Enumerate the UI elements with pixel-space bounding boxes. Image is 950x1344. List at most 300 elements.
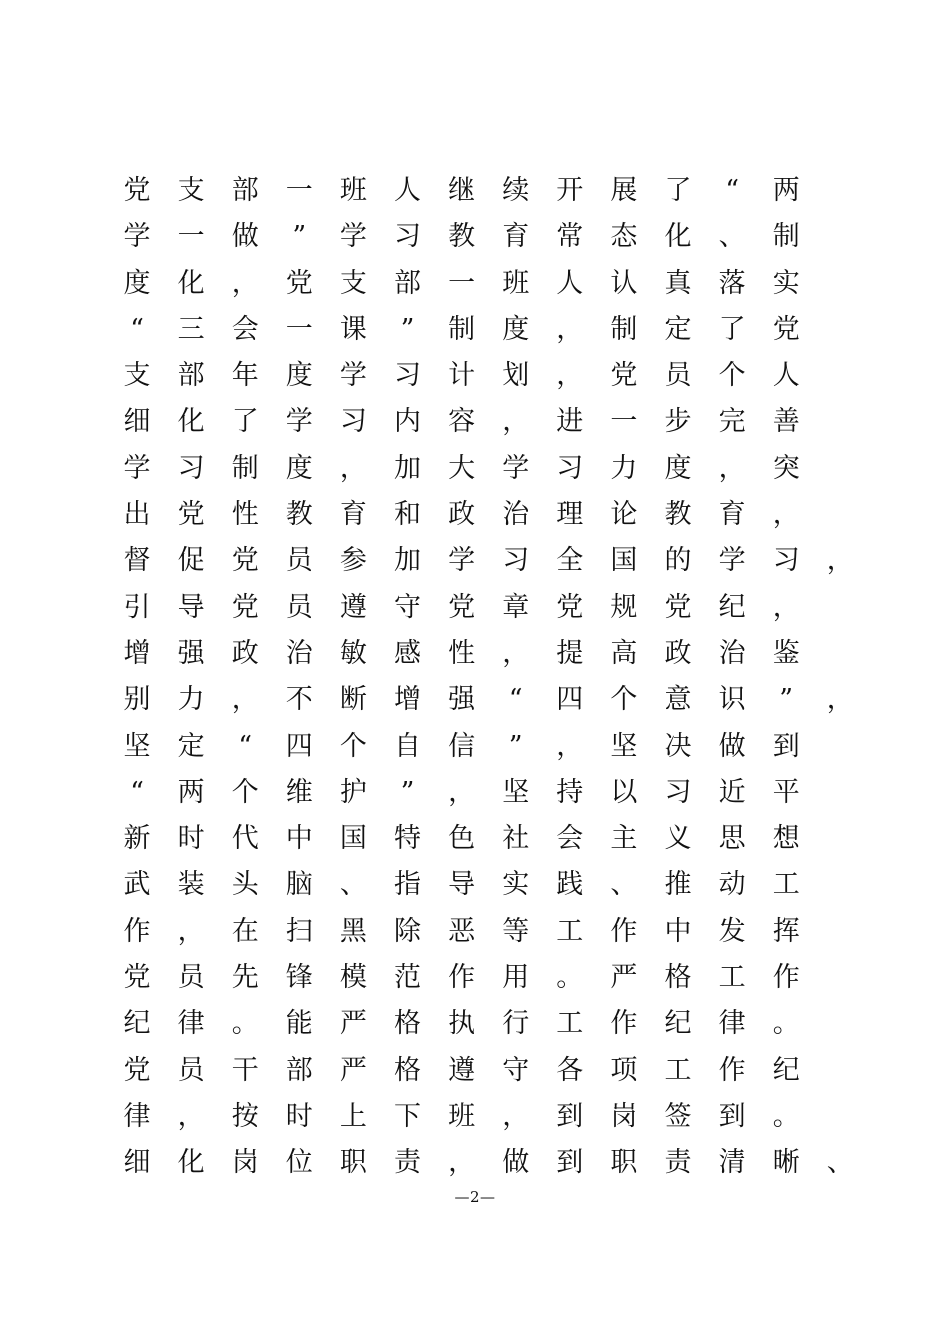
text-char: 班 [448, 1100, 476, 1132]
text-char: 责 [394, 1147, 421, 1179]
text-line [122, 862, 862, 908]
text-char: 能 [285, 1008, 313, 1040]
text-char: 国 [339, 823, 367, 855]
text-char: 做 [718, 730, 746, 762]
text-char: 加 [394, 545, 421, 577]
text-char: 容 [448, 406, 476, 438]
text-char: 党 [231, 545, 259, 577]
text-char: 习 [556, 452, 584, 484]
text-char: 度 [664, 452, 692, 484]
text-char: 先 [231, 962, 259, 994]
text-char: 大 [448, 452, 476, 484]
text-char: 善 [772, 406, 800, 438]
text-char: 感 [394, 637, 421, 669]
text-char: 性 [231, 499, 259, 531]
text-char: 制 [772, 221, 800, 253]
text-char: 格 [664, 962, 692, 994]
text-char: 作 [610, 1008, 638, 1040]
text-char: 化 [177, 406, 205, 438]
text-line [122, 770, 862, 816]
text-char: 治 [718, 637, 746, 669]
text-char: 政 [231, 637, 259, 669]
text-char: 两 [772, 175, 800, 206]
text-char: 严 [610, 962, 638, 994]
text-char: 、 [339, 869, 367, 901]
text-char: 锋 [285, 962, 313, 994]
text-char: 指 [394, 869, 421, 901]
text-line [122, 677, 862, 723]
text-char: 班 [502, 267, 530, 299]
text-char: ” [400, 313, 415, 345]
text-char: 动 [718, 869, 746, 901]
text-char: 人 [556, 267, 584, 299]
text-char: 扫 [285, 915, 313, 947]
text-char: 一 [448, 267, 476, 299]
text-char: 守 [394, 591, 421, 623]
text-char: 工 [664, 1054, 692, 1086]
text-char: 和 [394, 499, 421, 531]
text-char: 真 [664, 267, 692, 299]
text-char: 实 [502, 869, 530, 901]
text-line [122, 816, 862, 862]
text-char: 时 [177, 823, 205, 855]
text-char: 中 [664, 915, 692, 947]
text-char: 定 [177, 730, 205, 762]
text-char: 信 [448, 730, 476, 762]
text-char: 决 [664, 730, 692, 762]
text-line [122, 1001, 862, 1047]
text-char: 步 [664, 406, 692, 438]
text-char: 一 [285, 175, 313, 206]
text-char: 突 [772, 452, 800, 484]
text-char: ， [448, 776, 476, 808]
page-number: —2— [454, 1188, 496, 1206]
text-char: 导 [177, 591, 205, 623]
text-char: 做 [231, 221, 259, 253]
text-char: 员 [664, 360, 692, 392]
text-char: 工 [772, 869, 800, 901]
text-line [122, 538, 862, 584]
text-line [122, 1094, 862, 1140]
text-char: 模 [339, 962, 367, 994]
text-char: 坚 [610, 730, 638, 762]
text-char: 律 [177, 1008, 205, 1040]
text-char: 律 [123, 1100, 151, 1132]
text-char: 继 [448, 175, 476, 206]
text-char: 度 [285, 452, 313, 484]
text-char: 晰 [772, 1147, 800, 1179]
text-char: 两 [177, 776, 205, 808]
text-char: 中 [285, 823, 313, 855]
text-char: 护 [339, 776, 367, 808]
text-char: 敏 [339, 637, 367, 669]
text-char: 督 [123, 545, 151, 577]
text-char: 坚 [123, 730, 151, 762]
text-char: 参 [339, 545, 367, 577]
text-line [122, 724, 862, 770]
text-char: 以 [610, 776, 638, 808]
text-char: 遵 [339, 591, 367, 623]
text-char: 四 [285, 730, 313, 762]
text-char: 干 [231, 1054, 259, 1086]
text-char: 促 [177, 545, 205, 577]
text-char: 习 [394, 360, 421, 392]
text-char: 三 [177, 313, 205, 345]
text-char: 特 [394, 823, 421, 855]
text-char: 。 [231, 1008, 259, 1040]
text-char: 员 [285, 545, 313, 577]
text-char: 断 [339, 684, 367, 716]
text-char: 内 [394, 406, 421, 438]
text-char: 教 [448, 221, 476, 253]
text-char: 习 [339, 406, 367, 438]
text-char: 用 [502, 962, 530, 994]
text-char: 责 [664, 1147, 692, 1179]
text-char: 严 [339, 1054, 367, 1086]
text-char: 、 [610, 869, 638, 901]
text-char: 识 [718, 684, 746, 716]
text-char: 纪 [772, 1054, 800, 1086]
text-char: 。 [556, 962, 584, 994]
text-char: 化 [664, 221, 692, 253]
text-char: 党 [610, 360, 638, 392]
text-char: 增 [394, 684, 421, 716]
text-char: ， [502, 637, 530, 669]
text-line [122, 955, 862, 1001]
text-char: 理 [556, 499, 584, 531]
text-char: 发 [718, 915, 746, 947]
text-char: 坚 [502, 776, 530, 808]
text-char: 性 [448, 637, 476, 669]
text-char: 作 [772, 962, 800, 994]
text-char: 个 [231, 776, 259, 808]
text-char: 思 [718, 823, 746, 855]
text-char: 导 [448, 869, 476, 901]
text-char: 下 [394, 1100, 421, 1132]
text-char: ， [772, 499, 800, 531]
text-char: 续 [502, 175, 530, 206]
text-char: 政 [448, 499, 476, 531]
text-char: 签 [664, 1100, 692, 1132]
text-char: 守 [502, 1054, 530, 1086]
text-char: 了 [718, 313, 746, 345]
text-char: 代 [231, 823, 259, 855]
text-char: 平 [772, 776, 800, 808]
text-char: 学 [123, 452, 151, 484]
text-char: 做 [502, 1147, 530, 1179]
text-char: 严 [339, 1008, 367, 1040]
text-char: ， [718, 452, 746, 484]
text-char: 意 [664, 684, 692, 716]
text-char: 人 [772, 360, 800, 392]
text-char: 力 [177, 684, 205, 716]
text-char: 工 [556, 1008, 584, 1040]
text-char: 岗 [610, 1100, 638, 1132]
text-char: 学 [718, 545, 746, 577]
text-char: 个 [718, 360, 746, 392]
text-char: 员 [285, 591, 313, 623]
text-char: 上 [339, 1100, 367, 1132]
text-char: 划 [502, 360, 530, 392]
text-char: ， [826, 684, 854, 716]
text-line [122, 1048, 862, 1094]
text-char: 、 [826, 1147, 854, 1179]
text-char: “ [508, 684, 523, 716]
text-char: 党 [772, 313, 800, 345]
text-char: 工 [718, 962, 746, 994]
text-char: 时 [285, 1100, 313, 1132]
text-char: 四 [556, 684, 584, 716]
text-char: 学 [502, 452, 530, 484]
text-char: 一 [610, 406, 638, 438]
text-char: 治 [285, 637, 313, 669]
text-char: 计 [448, 360, 476, 392]
text-char: 在 [231, 915, 259, 947]
text-char: 育 [339, 499, 367, 531]
text-char: “ [130, 776, 144, 808]
text-char: ， [177, 915, 205, 947]
text-char: 想 [772, 823, 800, 855]
text-char: 范 [394, 962, 421, 994]
text-char: 习 [177, 452, 205, 484]
body-text [122, 168, 862, 1187]
text-char: 论 [610, 499, 638, 531]
text-char: 维 [285, 776, 313, 808]
text-char: ” [400, 776, 415, 808]
text-char: 章 [502, 591, 530, 623]
text-char: 的 [664, 545, 692, 577]
text-char: 化 [177, 1147, 205, 1179]
text-char: ， [772, 591, 800, 623]
text-line [122, 585, 862, 631]
text-char: 。 [772, 1100, 800, 1132]
text-char: 党 [123, 175, 151, 206]
text-char: 制 [448, 313, 476, 345]
text-char: 恶 [448, 915, 476, 947]
text-char: 职 [339, 1147, 367, 1179]
text-line [122, 261, 862, 307]
text-char: 会 [231, 313, 259, 345]
text-char: 度 [502, 313, 530, 345]
text-line [122, 399, 862, 445]
text-char: ， [556, 313, 584, 345]
text-char: 化 [177, 267, 205, 299]
text-char: 了 [231, 406, 259, 438]
text-char: ” [508, 730, 523, 762]
text-line [122, 446, 862, 492]
text-char: 加 [394, 452, 421, 484]
text-char: 遵 [448, 1054, 476, 1086]
text-char: 度 [285, 360, 313, 392]
text-char: 增 [123, 637, 151, 669]
text-char: 育 [502, 221, 530, 253]
text-char: 高 [610, 637, 638, 669]
text-char: 作 [123, 915, 151, 947]
text-char: “ [130, 313, 144, 345]
text-char: 定 [664, 313, 692, 345]
text-char: 不 [285, 684, 313, 716]
text-char: 格 [394, 1008, 421, 1040]
text-char: 制 [610, 313, 638, 345]
text-char: 黑 [339, 915, 367, 947]
text-char: 律 [718, 1008, 746, 1040]
text-char: 认 [610, 267, 638, 299]
text-char: 细 [123, 406, 151, 438]
text-char: 到 [556, 1100, 584, 1132]
text-char: 个 [339, 730, 367, 762]
text-char: 自 [394, 730, 421, 762]
text-char: 党 [123, 962, 151, 994]
text-char: 部 [177, 360, 205, 392]
text-char: ， [448, 1147, 476, 1179]
text-char: 部 [285, 1054, 313, 1086]
text-char: 度 [123, 267, 151, 299]
text-line [122, 168, 862, 214]
text-char: 格 [394, 1054, 421, 1086]
text-char: 习 [502, 545, 530, 577]
text-char: ， [826, 545, 854, 577]
text-char: 作 [718, 1054, 746, 1086]
text-char: 位 [285, 1147, 313, 1179]
text-char: 等 [502, 915, 530, 947]
text-line [122, 1140, 862, 1186]
text-char: 学 [339, 221, 367, 253]
text-char: 学 [123, 221, 151, 253]
text-char: 实 [772, 267, 800, 299]
text-char: 党 [556, 591, 584, 623]
text-line [122, 353, 862, 399]
text-char: 工 [556, 915, 584, 947]
text-char: 引 [123, 591, 151, 623]
text-char: 出 [123, 499, 151, 531]
text-char: 推 [664, 869, 692, 901]
text-char: 党 [448, 591, 476, 623]
text-char: 支 [123, 360, 151, 392]
text-char: 政 [664, 637, 692, 669]
text-char: 党 [285, 267, 313, 299]
text-char: 习 [394, 221, 421, 253]
text-char: ， [177, 1100, 205, 1132]
text-char: 一 [177, 221, 205, 253]
text-char: 纪 [718, 591, 746, 623]
text-char: ” [292, 221, 307, 253]
text-char: 强 [448, 684, 476, 716]
text-char: 学 [285, 406, 313, 438]
text-char: 各 [556, 1054, 584, 1086]
text-char: 执 [448, 1008, 476, 1040]
text-char: 持 [556, 776, 584, 808]
text-char: 行 [502, 1008, 530, 1040]
text-char: 按 [231, 1100, 259, 1132]
text-line [122, 909, 862, 955]
text-char: 主 [610, 823, 638, 855]
text-char: 展 [610, 175, 638, 206]
text-char: 鉴 [772, 637, 800, 669]
text-char: 部 [394, 267, 421, 299]
text-char: ” [779, 684, 794, 716]
text-char: 人 [394, 175, 421, 206]
text-char: 落 [718, 267, 746, 299]
text-char: 教 [285, 499, 313, 531]
text-char: 制 [231, 452, 259, 484]
text-char: 脑 [285, 869, 313, 901]
text-char: 部 [231, 175, 259, 206]
text-line [122, 631, 862, 677]
text-char: 、 [718, 221, 746, 253]
text-char: 除 [394, 915, 421, 947]
text-char: 社 [502, 823, 530, 855]
text-char: 习 [772, 545, 800, 577]
text-char: 装 [177, 869, 205, 901]
text-line [122, 214, 862, 260]
text-char: 规 [610, 591, 638, 623]
text-char: 提 [556, 637, 584, 669]
text-char: 职 [610, 1147, 638, 1179]
text-char: 到 [556, 1147, 584, 1179]
text-char: 进 [556, 406, 584, 438]
text-char: 态 [610, 221, 638, 253]
text-char: 开 [556, 175, 584, 206]
text-line [122, 307, 862, 353]
text-char: 清 [718, 1147, 746, 1179]
text-char: 党 [123, 1054, 151, 1086]
text-char: ， [339, 452, 367, 484]
text-char: 到 [772, 730, 800, 762]
text-char: ， [502, 406, 530, 438]
text-char: 到 [718, 1100, 746, 1132]
text-char: 强 [177, 637, 205, 669]
text-char: 治 [502, 499, 530, 531]
text-char: 习 [664, 776, 692, 808]
text-char: 纪 [123, 1008, 151, 1040]
text-char: 一 [285, 313, 313, 345]
text-char: “ [725, 175, 739, 206]
text-char: 党 [231, 591, 259, 623]
text-char: 挥 [772, 915, 800, 947]
text-char: 头 [231, 869, 259, 901]
text-char: 岗 [231, 1147, 259, 1179]
text-char: 员 [177, 1054, 205, 1086]
text-char: 作 [610, 915, 638, 947]
text-char: ， [556, 730, 584, 762]
text-char: 。 [772, 1008, 800, 1040]
text-char: 细 [123, 1147, 151, 1179]
text-char: 年 [231, 360, 259, 392]
text-char: 了 [664, 175, 692, 206]
text-char: 支 [177, 175, 205, 206]
text-char: 近 [718, 776, 746, 808]
text-char: 学 [339, 360, 367, 392]
text-char: ， [556, 360, 584, 392]
text-char: 教 [664, 499, 692, 531]
text-char: ， [502, 1100, 530, 1132]
text-char: 常 [556, 221, 584, 253]
text-char: 国 [610, 545, 638, 577]
text-char: 班 [339, 175, 367, 206]
text-char: 全 [556, 545, 584, 577]
text-char: 课 [339, 313, 367, 345]
text-char: 学 [448, 545, 476, 577]
text-char: 纪 [664, 1008, 692, 1040]
text-char: 育 [718, 499, 746, 531]
text-char: ， [231, 684, 259, 716]
text-char: 作 [448, 962, 476, 994]
text-char: “ [238, 730, 253, 762]
text-char: 武 [123, 869, 151, 901]
text-char: 力 [610, 452, 638, 484]
text-char: 党 [664, 591, 692, 623]
text-char: 支 [339, 267, 367, 299]
